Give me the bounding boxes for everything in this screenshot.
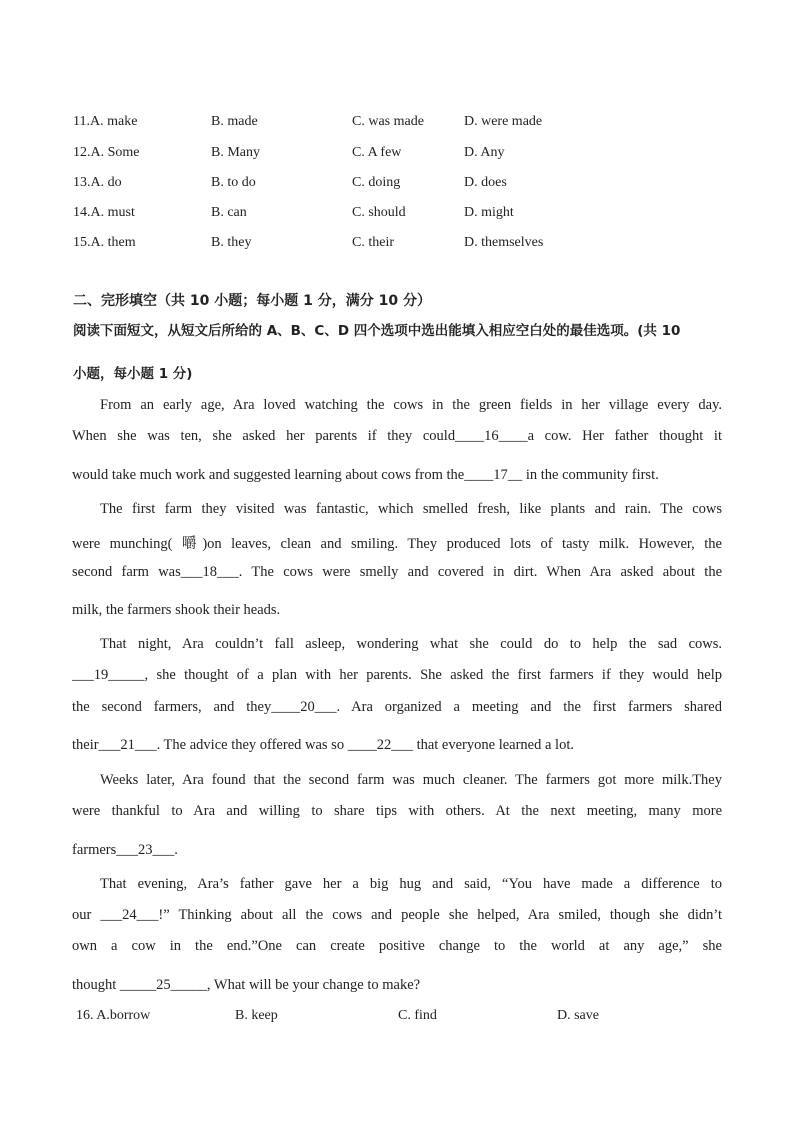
option-d: D. themselves	[464, 235, 544, 250]
option-c: C. A few	[352, 145, 402, 160]
passage-line: The first farm they visited was fantastic, which smelled fresh, like plants and rain. The cows	[100, 501, 722, 517]
option-row-16	[0, 1008, 794, 1028]
option-b: B. made	[211, 114, 258, 129]
option-a: 14.A. must	[73, 205, 135, 220]
option-b: B. can	[211, 205, 247, 220]
option-row-15	[0, 235, 794, 255]
passage-line: Weeks later, Ara found that the second farm was much cleaner. The farmers got more milk.They	[100, 772, 722, 788]
passage-line: thought _____25_____, What will be your change to make?	[72, 977, 421, 993]
passage-line: the second farmers, and they____20___. Ara organized a meeting and the first farmers shared	[72, 699, 722, 715]
section-title: 二、完形填空（共 10 小题；每小题 1 分，满分 10 分）	[73, 293, 431, 309]
passage-line: milk, the farmers shook their heads.	[72, 602, 281, 618]
option-d: D. save	[557, 1008, 599, 1023]
option-b: B. Many	[211, 145, 260, 160]
option-c: C. was made	[352, 114, 424, 129]
section-instruction-line-1: 阅读下面短文，从短文后所给的 A、B、C、D 四个选项中选出能填入相应空白处的最佳选项。(共 10	[73, 323, 681, 339]
option-c: C. find	[398, 1008, 437, 1023]
passage-line: farmers___23___.	[72, 842, 178, 858]
passage-line: second farm was___18___. The cows were smelly and covered in dirt. When Ara asked about the	[72, 564, 722, 580]
option-d: D. does	[464, 175, 507, 190]
option-a: 15.A. them	[73, 235, 136, 250]
option-c: C. should	[352, 205, 406, 220]
passage-line: When she was ten, she asked her parents if they could____16____a cow. Her father thought it	[72, 428, 722, 444]
passage-line: were thankful to Ara and willing to share tips with others. At the next meeting, many more	[72, 803, 722, 819]
passage-line: From an early age, Ara loved watching the cows in the green fields in her village every day.	[100, 397, 722, 413]
passage-line: their___21___. The advice they offered was so ____22___ that everyone learned a lot.	[72, 737, 574, 753]
passage-line: would take much work and suggested learning about cows from the____17__ in the community first.	[72, 467, 659, 483]
option-row-14	[0, 205, 794, 225]
option-c: C. their	[352, 235, 394, 250]
option-d: D. might	[464, 205, 514, 220]
option-row-12	[0, 145, 794, 165]
option-a: 12.A. Some	[73, 145, 140, 160]
passage-line: That evening, Ara’s father gave her a big hug and said, “You have made a difference to	[100, 876, 722, 892]
option-a: 13.A. do	[73, 175, 122, 190]
passage-line: That night, Ara couldn’t fall asleep, wondering what she could do to help the sad cows.	[100, 636, 722, 652]
option-row-13	[0, 175, 794, 195]
section-instruction-line-2: 小题，每小题 1 分)	[73, 366, 193, 382]
passage-line: own a cow in the end.”One can create positive change to the world at any age,” she	[72, 938, 722, 954]
option-a: 16. A.borrow	[76, 1008, 151, 1023]
passage-line: ___19_____, she thought of a plan with her parents. She asked the first farmers if they would help	[72, 667, 722, 683]
option-b: B. to do	[211, 175, 256, 190]
option-b: B. keep	[235, 1008, 278, 1023]
passage-line: our ___24___!” Thinking about all the cows and people she helped, Ara smiled, though she didn’t	[72, 907, 722, 923]
option-b: B. they	[211, 235, 252, 250]
option-row-11	[0, 114, 794, 134]
option-a: 11.A. make	[73, 114, 138, 129]
passage-line: were munching( 嚼)on leaves, clean and smiling. They produced lots of tasty milk. However, the	[72, 536, 722, 552]
option-d: D. Any	[464, 145, 505, 160]
option-d: D. were made	[464, 114, 543, 129]
option-c: C. doing	[352, 175, 401, 190]
